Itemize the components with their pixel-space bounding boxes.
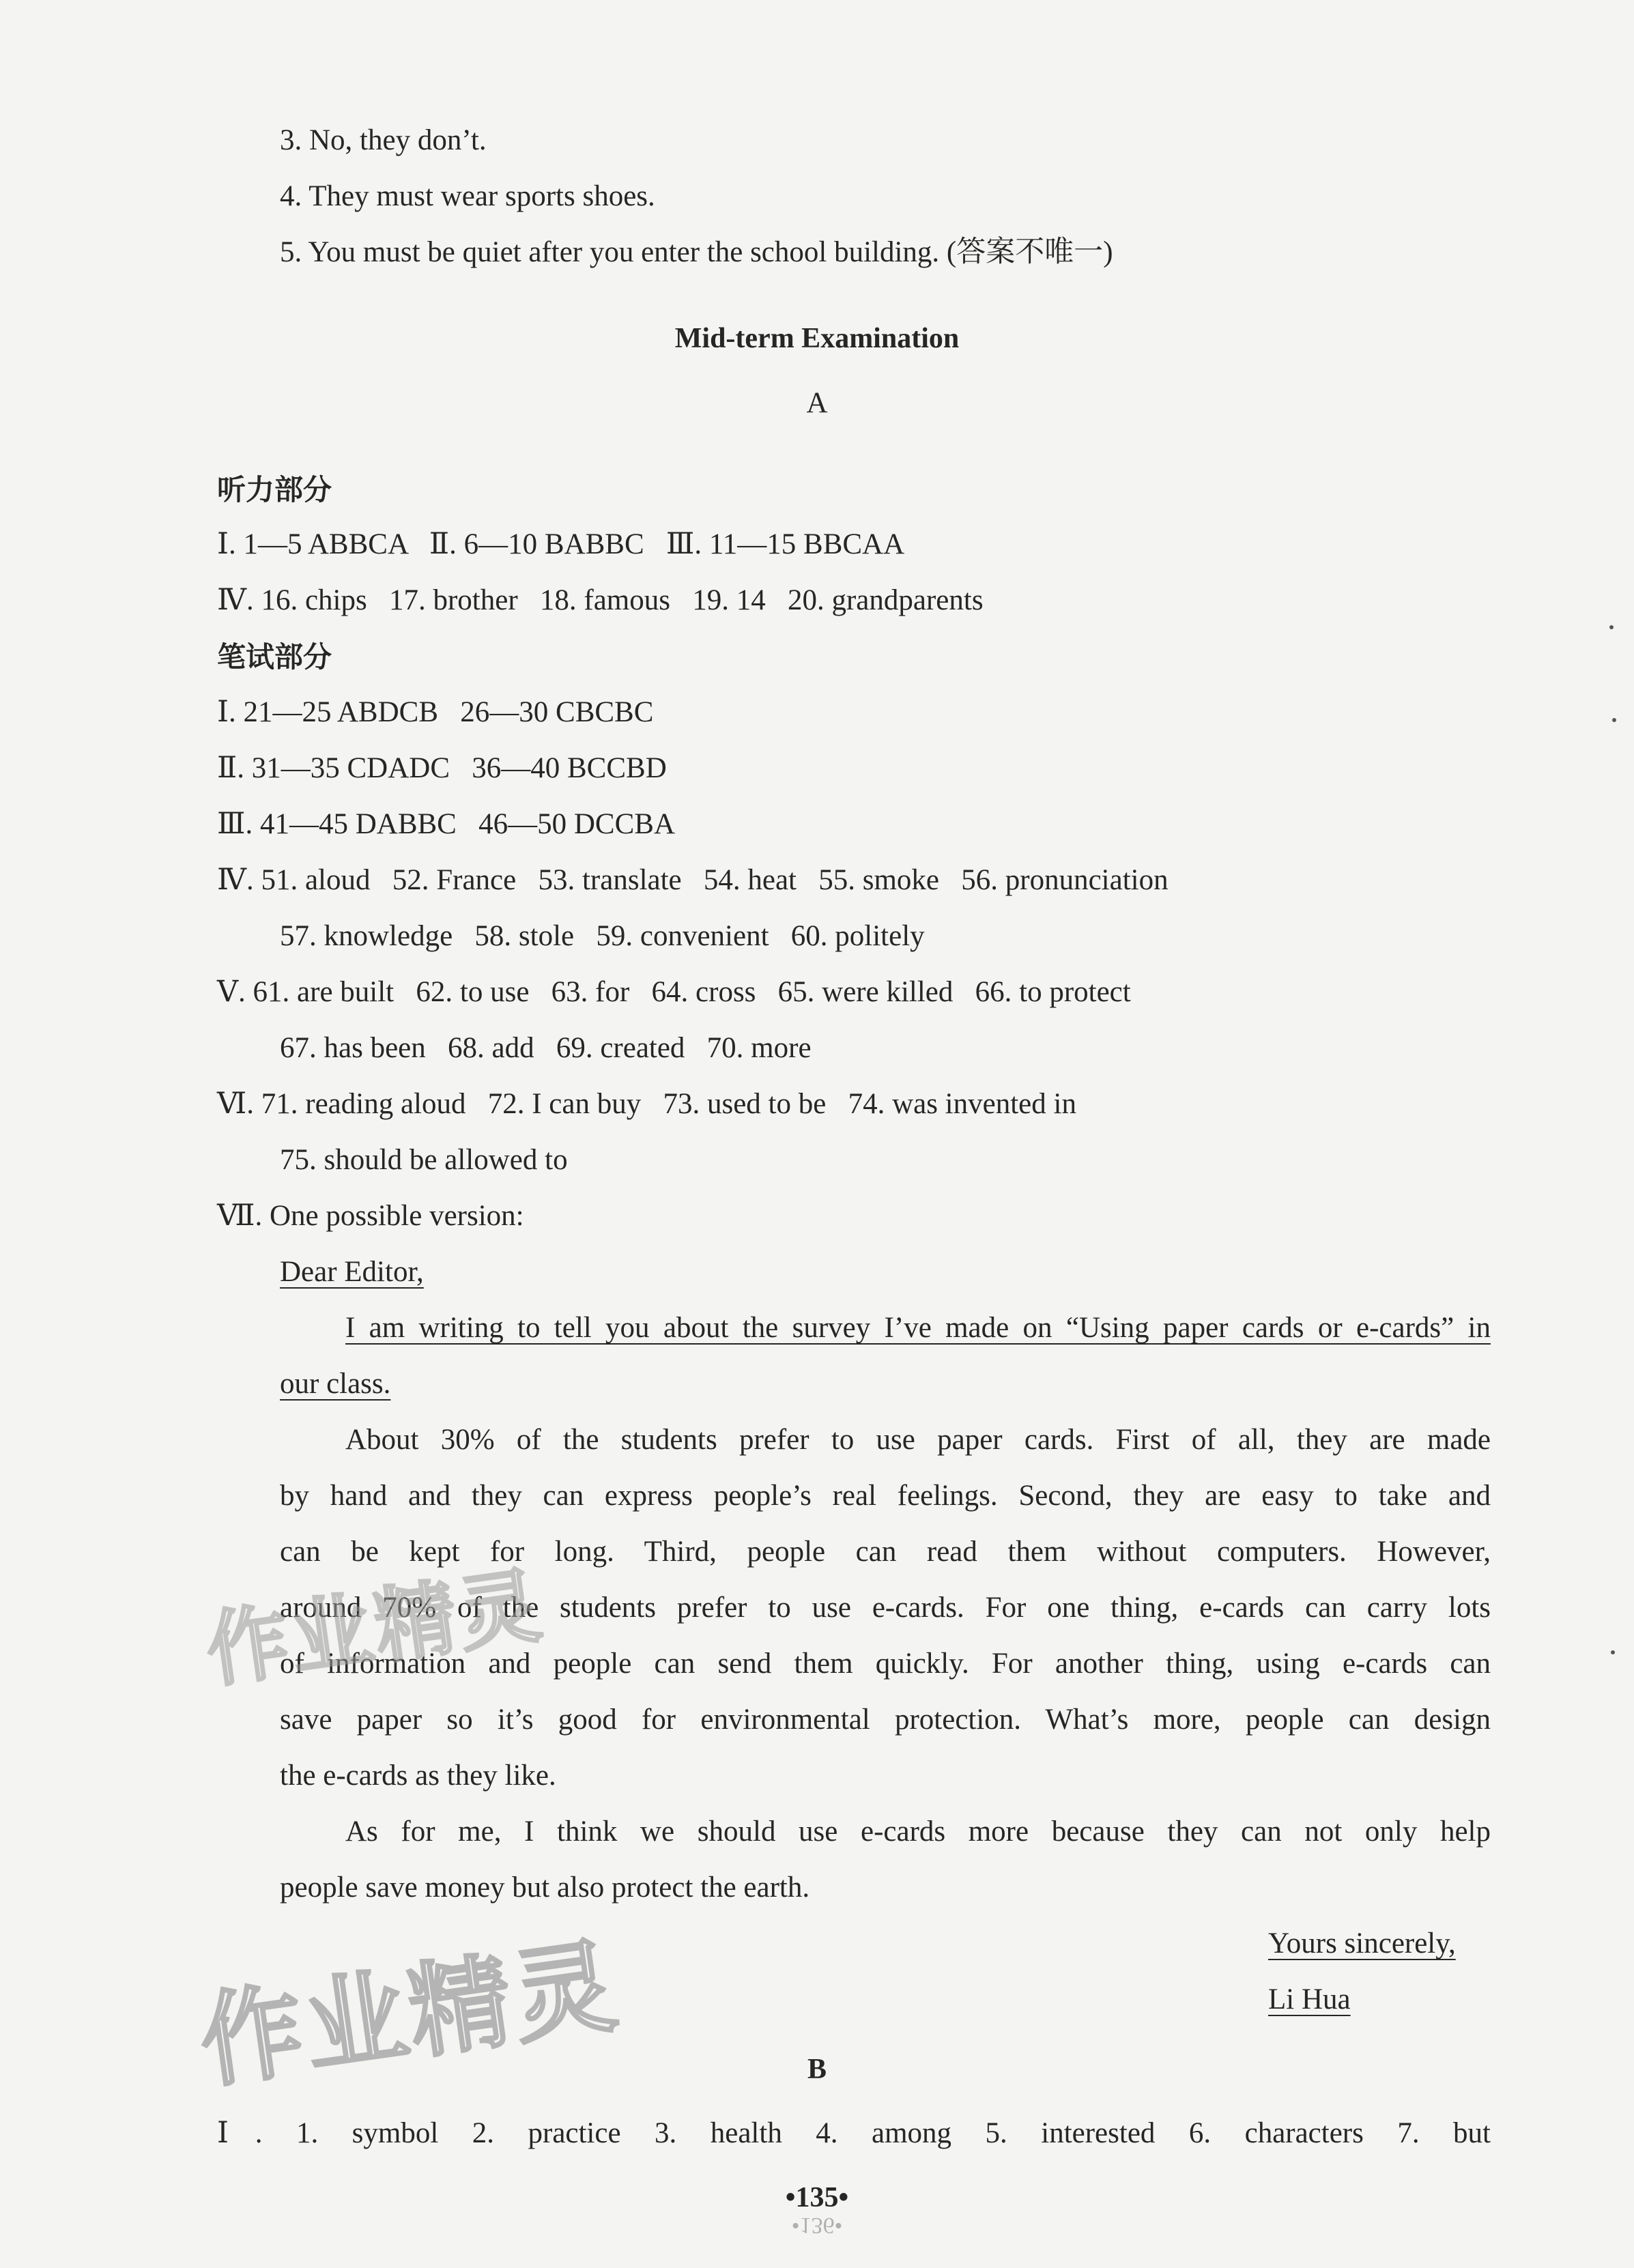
written-line-6: Ⅵ. 71. reading aloud 72. I can buy 73. used to be 74. was invented in [217, 1088, 1076, 1120]
letter-para2-line-7: the e-cards as they like. [280, 1760, 556, 1792]
letter-para2-line-4: around 70% of the students prefer to use e-cards. For one thing, e-cards can carry lots [280, 1592, 1491, 1624]
letter-intro-line-1: I am writing to tell you about the survey I’ve made on “Using paper cards or e-cards” in [345, 1312, 1491, 1344]
watermark-logo-bottom: 作业精灵 [192, 1926, 627, 2103]
letter-para2-line-1: About 30% of the students prefer to use paper cards. First of all, they are made [345, 1424, 1491, 1456]
letter-para2-line-5: of information and people can send them quickly. For another thing, using e-cards can [280, 1648, 1491, 1680]
listening-heading: 听力部分 [217, 473, 332, 506]
watermark-logo-mid: 作业精灵 [201, 1558, 549, 1699]
bleed-through-page-number: •136• [791, 2213, 843, 2238]
letter-signature: Li Hua [1268, 1983, 1351, 2015]
answer-line-5: 5. You must be quiet after you enter the school building. (答案不唯一) [280, 236, 1113, 268]
letter-para2-line-3: can be kept for long. Third, people can read them without computers. However, [280, 1536, 1491, 1568]
listening-line-1: Ⅰ. 1—5 ABBCA Ⅱ. 6—10 BABBC Ⅲ. 11—15 BBCAA [217, 528, 905, 560]
listening-line-2: Ⅳ. 16. chips 17. brother 18. famous 19. 14 20. grandparents [217, 584, 984, 616]
part-a-label: A [806, 387, 828, 419]
written-line-3: Ⅲ. 41—45 DABBC 46—50 DCCBA [217, 808, 676, 840]
part-b-line-1: Ⅰ. 1. symbol 2. practice 3. health 4. among 5. interested 6. characters 7. but [217, 2117, 1491, 2149]
margin-speck [1611, 1650, 1615, 1654]
letter-para2-line-6: save paper so it’s good for environmental protection. What’s more, people can design [280, 1704, 1491, 1736]
part-b-label: B [807, 2054, 827, 2085]
written-line-2: Ⅱ. 31—35 CDADC 36—40 BCCBD [217, 752, 667, 784]
letter-closing: Yours sincerely, [1268, 1927, 1456, 1960]
written-line-1: Ⅰ. 21—25 ABDCB 26—30 CBCBC [217, 696, 654, 728]
written-line-4: Ⅳ. 51. aloud 52. France 53. translate 54. heat 55. smoke 56. pronunciation [217, 864, 1169, 896]
written-line-6-cont: 75. should be allowed to [280, 1144, 568, 1176]
letter-para2-line-2: by hand and they can express people’s real feelings. Second, they are easy to take and [280, 1480, 1491, 1512]
letter-para3-line-2: people save money but also protect the earth. [280, 1871, 810, 1904]
section-title: Mid-term Examination [674, 323, 960, 354]
writing-heading: 笔试部分 [217, 640, 332, 674]
margin-speck [1609, 625, 1614, 629]
written-line-4-cont: 57. knowledge 58. stole 59. convenient 60. politely [280, 920, 925, 952]
letter-intro-line-2: our class. [280, 1368, 391, 1400]
letter-para3-line-1: As for me, I think we should use e-cards more because they can not only help [345, 1815, 1491, 1848]
answer-line-3: 3. No, they don’t. [280, 124, 487, 156]
letter-greeting: Dear Editor, [280, 1256, 424, 1288]
written-line-5: Ⅴ. 61. are built 62. to use 63. for 64. cross 65. were killed 66. to protect [217, 976, 1131, 1008]
margin-speck [1612, 718, 1616, 722]
answer-line-4: 4. They must wear sports shoes. [280, 180, 655, 212]
page-number: •135• [785, 2182, 849, 2213]
written-line-5-cont: 67. has been 68. add 69. created 70. more [280, 1032, 812, 1064]
written-line-7: Ⅶ. One possible version: [217, 1200, 524, 1232]
